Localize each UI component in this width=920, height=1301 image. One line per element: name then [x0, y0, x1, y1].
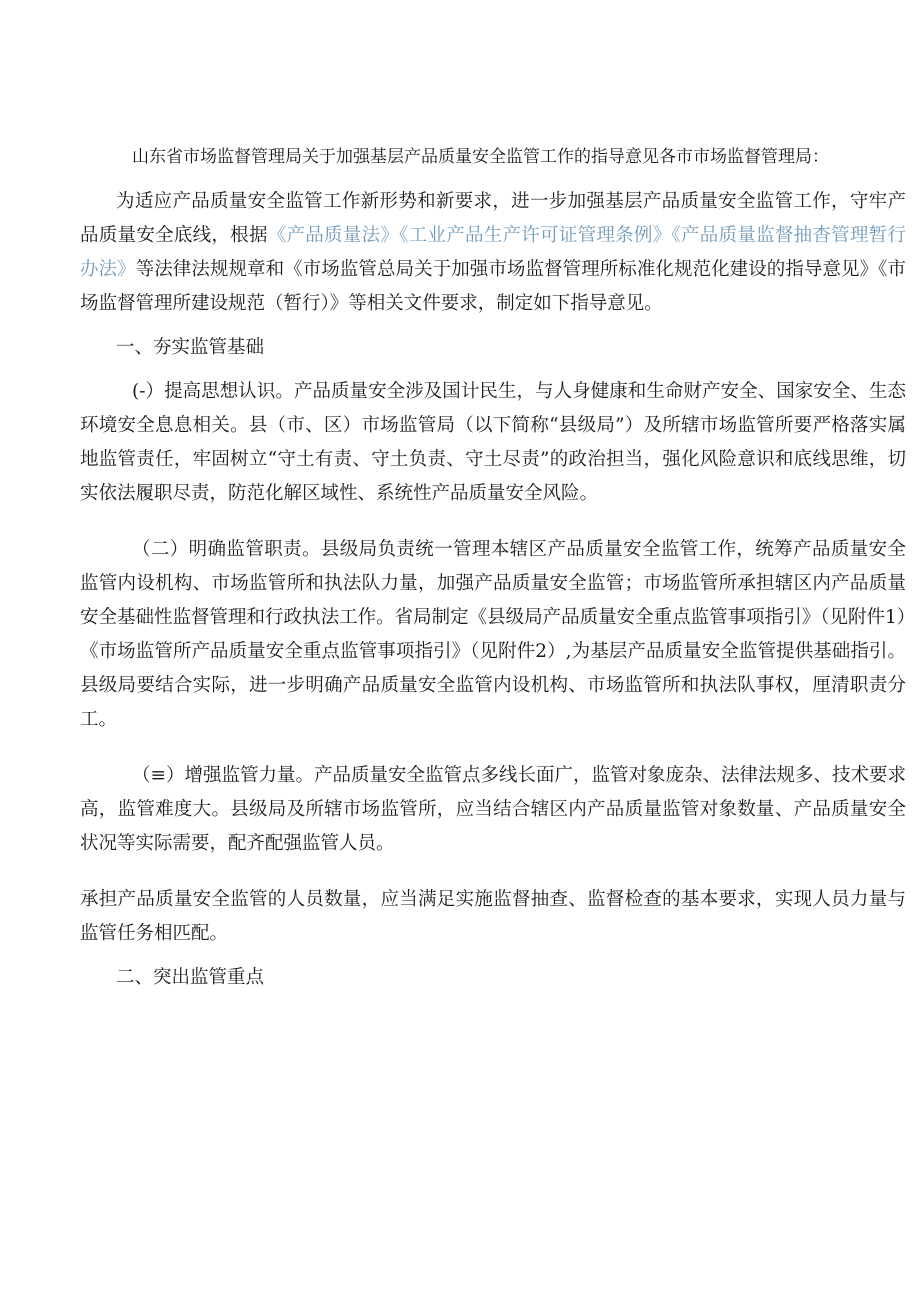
document-title: 山东省市场监督管理局关于加强基层产品质量安全监管工作的指导意见各市市场监督管理局： — [132, 147, 829, 167]
paragraph-2: （二）明确监管职责。县级局负责统一管理本辖区产品质量安全监管工作，统筹产品质量安全监管内设机构、市场监管所和执法队力量，加强产品质量安全监管；市场监管所承担辖区内产品质量安全基础性监督管理和行政执法工作。省局制定《县级局产品质量安全重点监管事项指引》（见附件1）《市场监管所产品质量安全重点监管事项指引》（见附件2）,为基层产品质量安全监管提供基础指引。县级局要结合实际，进一步明确产品质量安全监管内设机构、市场监管所和执法队事权，厘清职责分工。 — [80, 539, 906, 730]
paragraph-4: 承担产品质量安全监管的人员数量，应当满足实施监督抽查、监督检查的基本要求，实现人员力量与监管任务相匹配。 — [80, 889, 906, 944]
intro-paragraph — [80, 185, 906, 321]
law-references-link[interactable]: 《产品质量法》《工业产品生产许可证管理条例》《产品质量监督抽杳管理暂行办法》 — [80, 225, 906, 280]
paragraph-3: （≡）增强监管力量。产品质量安全监管点多线长面广，监管对象庞杂、法律法规多、技术要求高，监管难度大。县级局及所辖市场监管所，应当结合辖区内产品质量监管对象数量、产品质量安全状况等实际需要，配齐配强监管人员。 — [80, 765, 907, 854]
intro-text-a: 为适应产品质量安全监管工作新形势和新要求，进一步加强基层产品质量安全监管工作，守牢产品质量安全底线，根据 — [80, 191, 906, 246]
section-heading-2: 二、突出监管重点 — [116, 967, 265, 988]
paragraph-1: (-）提高思想认识。产品质量安全涉及国计民生，与人身健康和生命财产安全、国家安全、生态环境安全息息相关。县（市、区）市场监管局（以下简称“县级局”）及所辖市场监管所要严格落实属地监管责任，牢固树立“守土有责、守土负责、守土尽责”的政治担当，强化风险意识和底线思维，切实依法履职尽责，防范化解区域性、系统性产品质量安全风险。 — [80, 381, 906, 504]
intro-text-b: 等法律法规规章和《市场监管总局关于加强市场监督管理所标准化规范化建设的指导意见》《市场监督管理所建设规范（暂行）》等相关文件要求，制定如下指导意见。 — [80, 259, 906, 314]
section-heading-1: 一、夯实监管基础 — [116, 337, 265, 358]
